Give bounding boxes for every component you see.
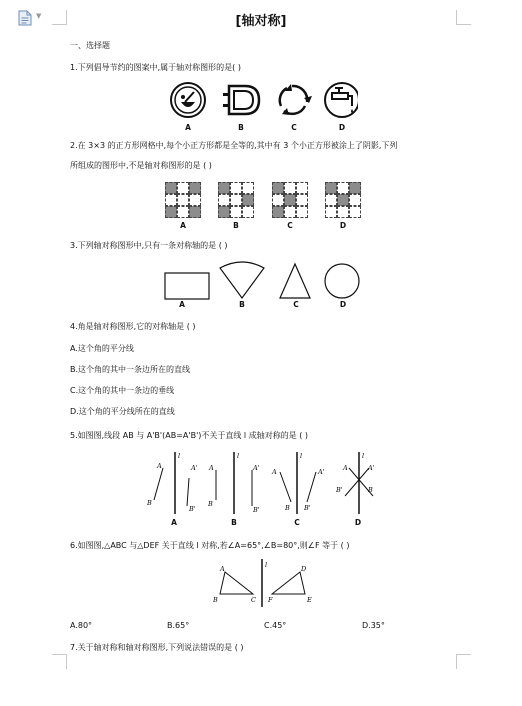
rectangle-shape [165, 273, 209, 299]
q1-option-b: B [238, 123, 244, 132]
triangle-shape [280, 264, 310, 298]
q2-grid-b [218, 182, 254, 218]
q6-choice-a: A.80° [70, 621, 93, 630]
water-saving-emblem-icon [171, 83, 205, 117]
svg-text:B: B [208, 500, 213, 508]
shaded-cell [189, 206, 201, 218]
svg-text:B': B' [336, 486, 343, 494]
shaded-cell [165, 206, 177, 218]
recycle-emblem-icon [280, 84, 312, 115]
blank-cell [177, 194, 189, 206]
shaded-cell [189, 182, 201, 194]
blank-cell [296, 206, 308, 218]
blank-cell [325, 206, 337, 218]
shaded-cell [284, 194, 296, 206]
svg-text:B: B [213, 596, 218, 604]
blank-cell [296, 182, 308, 194]
question-1-text: 1.下列倡导节约的图案中,属于轴对称图形的是( ) [70, 63, 241, 72]
svg-text:A': A' [368, 464, 375, 472]
blank-cell [284, 182, 296, 194]
svg-text:A: A [272, 468, 277, 476]
svg-text:A: A [220, 565, 225, 573]
svg-text:B': B' [189, 505, 196, 513]
svg-text:A': A' [253, 464, 260, 472]
q5-figure-c [271, 452, 325, 514]
svg-text:l: l [237, 452, 240, 460]
svg-text:A: A [157, 462, 162, 470]
blank-cell [189, 194, 201, 206]
blank-cell [284, 206, 296, 218]
q3-option-b: B [239, 300, 245, 309]
svg-text:B: B [285, 504, 290, 512]
q5-figure-d [335, 452, 375, 514]
q4-choice-d: D.这个角的平分线所在的直线 [70, 407, 175, 416]
svg-text:l: l [178, 452, 181, 460]
blank-cell [218, 194, 230, 206]
q2-option-d: D [339, 221, 347, 230]
section-heading: 一、选择题 [70, 41, 110, 50]
blank-cell [325, 194, 337, 206]
margin-corner-bottom-right [456, 654, 471, 669]
shaded-cell [349, 182, 361, 194]
svg-text:E: E [307, 596, 312, 604]
document-title: [轴对称] [235, 14, 287, 29]
question-4-text: 4.角是轴对称图形,它的对称轴是 ( ) [70, 322, 196, 331]
q3-option-c: C [293, 300, 299, 309]
blank-cell [349, 206, 361, 218]
shaded-cell [165, 182, 177, 194]
svg-text:B: B [368, 486, 373, 494]
question-1-figures [168, 80, 358, 122]
dropdown-caret-icon[interactable]: ▼ [36, 12, 42, 20]
q1-option-a: A [185, 123, 191, 132]
shaded-cell [218, 206, 230, 218]
q2-grid-a [165, 182, 201, 218]
blank-cell [242, 206, 254, 218]
shaded-cell [218, 182, 230, 194]
q6-choice-d: D.35° [362, 621, 385, 630]
q5-option-d: D [354, 518, 362, 527]
question-7-text: 7.关于轴对称和轴对称图形,下列说法错误的是 ( ) [70, 643, 244, 652]
blank-cell [230, 182, 242, 194]
svg-text:B': B' [253, 506, 260, 514]
margin-corner-bottom-left [52, 654, 67, 669]
question-6-triangles-figure [205, 558, 320, 608]
svg-text:l: l [265, 561, 268, 569]
q5-option-c: C [294, 518, 300, 527]
shaded-cell [325, 182, 337, 194]
q2-option-c: C [287, 221, 293, 230]
q6-choice-b: B.65° [167, 621, 190, 630]
svg-text:D: D [301, 565, 307, 573]
q3-option-d: D [339, 300, 347, 309]
blank-cell [337, 206, 349, 218]
svg-text:A': A' [191, 464, 198, 472]
blank-cell [177, 182, 189, 194]
svg-text:B': B' [304, 504, 311, 512]
circle-shape [325, 264, 359, 298]
q5-figure-b [207, 452, 260, 514]
question-3-figures [160, 260, 365, 302]
blank-cell [230, 206, 242, 218]
q6-choice-c: C.45° [264, 621, 287, 630]
q1-option-d: D [338, 123, 346, 132]
faucet-emblem-icon [325, 83, 358, 117]
svg-text:C: C [251, 596, 256, 604]
sector-shape [220, 262, 264, 298]
svg-text:l: l [362, 452, 365, 460]
q3-option-a: A [179, 300, 185, 309]
q2-option-a: A [180, 221, 186, 230]
q5-option-a: A [171, 518, 177, 527]
question-6-text: 6.如图图,△ABC 与△DEF 关于直线 l 对称,若∠A=65°,∠B=80°,则∠F 等于 ( ) [70, 541, 350, 550]
blank-cell [272, 194, 284, 206]
question-3-text: 3.下列轴对称图形中,只有一条对称轴的是 ( ) [70, 241, 228, 250]
q2-grid-c [272, 182, 308, 218]
shaded-cell [272, 206, 284, 218]
power-plug-emblem-icon [223, 86, 259, 114]
q2-option-b: B [233, 221, 239, 230]
svg-text:A: A [343, 464, 348, 472]
q4-choice-b: B.这个角的其中一条边所在的直线 [70, 365, 191, 374]
question-2-line-2: 所组成的图形中,不是轴对称图形的是 ( ) [70, 161, 212, 170]
q5-figure-a [146, 452, 198, 514]
blank-cell [242, 182, 254, 194]
svg-text:A': A' [318, 468, 325, 476]
question-2-line-1: 2.在 3×3 的正方形网格中,每个小正方形都是全等的,其中有 3 个小正方形被涂上了阴影,下列 [70, 141, 398, 150]
svg-text:l: l [300, 452, 303, 460]
shaded-cell [337, 194, 349, 206]
question-5-figures [140, 448, 380, 518]
question-5-text: 5.如图图,线段 AB 与 A'B'(AB=A'B')不关于直线 l 成轴对称的是 ( ) [70, 431, 309, 440]
q4-choice-c: C.这个角的其中一条边的垂线 [70, 386, 175, 395]
blank-cell [177, 206, 189, 218]
q1-option-c: C [291, 123, 297, 132]
shaded-cell [242, 194, 254, 206]
blank-cell [337, 182, 349, 194]
blank-cell [230, 194, 242, 206]
svg-text:A: A [209, 464, 214, 472]
svg-text:B: B [147, 499, 152, 507]
q2-grid-d [325, 182, 361, 218]
svg-text:F: F [268, 596, 273, 604]
shaded-cell [272, 182, 284, 194]
q4-choice-a: A.这个角的平分线 [70, 344, 134, 353]
q5-option-b: B [231, 518, 237, 527]
blank-cell [296, 194, 308, 206]
blank-cell [165, 194, 177, 206]
blank-cell [349, 194, 361, 206]
